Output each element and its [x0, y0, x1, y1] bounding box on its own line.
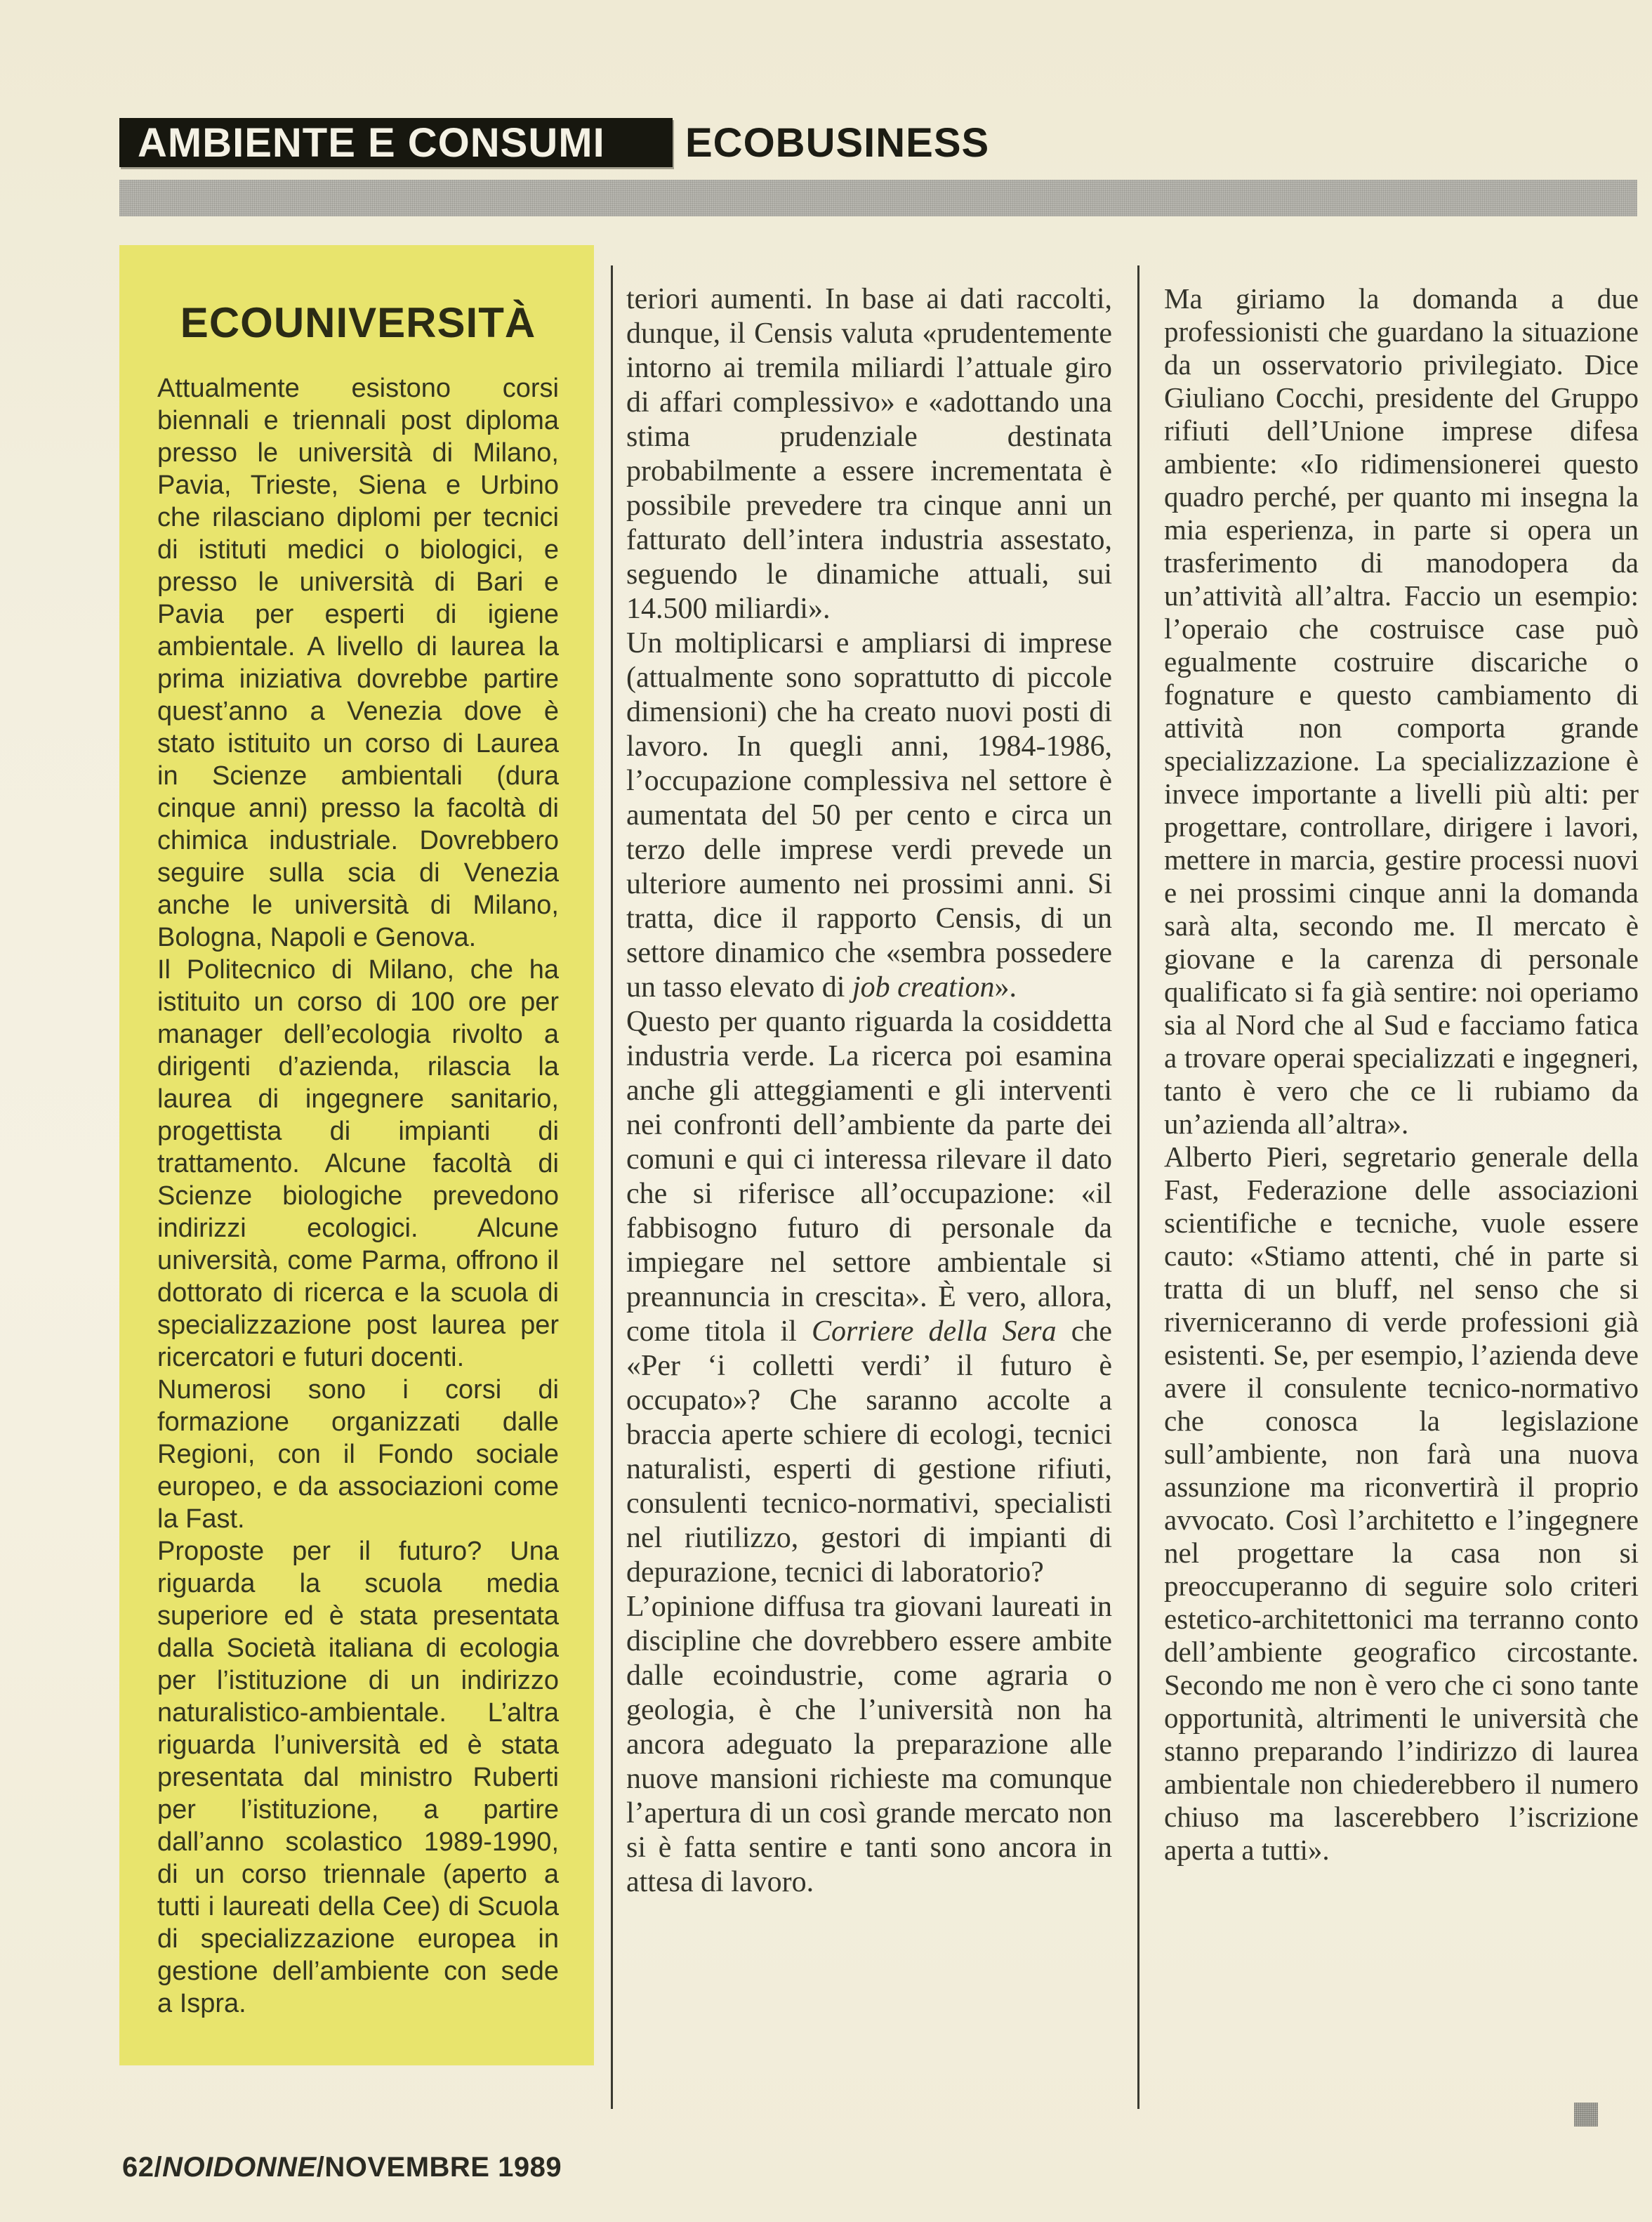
- page-number: 62: [122, 2152, 154, 2183]
- column-divider-right: [1137, 265, 1139, 2109]
- sidebar-box: [119, 245, 594, 2065]
- section-title: [685, 118, 989, 167]
- paragraph: [1164, 1140, 1639, 1867]
- column-divider-left: [611, 265, 613, 2109]
- paragraph: [157, 954, 559, 1374]
- section-kicker-label: AMBIENTE E CONSUMI: [138, 119, 605, 166]
- paragraph: [157, 1374, 559, 1535]
- text-run: che «Per ‘i colletti verdi’ il futuro è occupato»? Che saranno accolte a braccia aperte schiere di ecologi, tecnici naturalisti, esperti di gestione rifiuti, consulenti tecnico-normativi, specialisti nel riutilizzo, gestori di impianti di depurazione, tecnici di laboratorio?: [626, 1315, 1112, 1589]
- text-run: L’opinione diffusa tra giovani laureati in discipline che dovrebbero essere ambite dalle ecoindustrie, come agraria o geologia, è che l’università non ha ancora adeguato la preparazione alle nuove mansioni richieste ma comunque l’apertura di un così grande mercato non si è fatta sentire e tanti sono ancora in attesa di lavoro.: [626, 1591, 1112, 1898]
- paragraph: [157, 372, 559, 954]
- text-run: Proposte per il futuro? Una riguarda la scuola media superiore ed è stata presentata dalla Società italiana di ecologia per l’istituzione di un indirizzo naturalistico-ambientale. L’altra riguarda l’università ed è stata presentata dal ministro Ruberti per l’istituzione, a partire dall’anno scolastico 1989-1990, di un corso triennale (aperto a tutti i laureati della Cee) di Scuola di specializzazione europea in gestione dell’ambiente con sede a Ispra.: [157, 1537, 559, 2018]
- text-run: Ma giriamo la domanda a due professionisti che guardano la situazione da un osservatorio privilegiato. Dice Giuliano Cocchi, presidente del Gruppo rifiuti dell’Unione imprese difesa ambiente: «Io ridimensionerei questo quadro perché, per quanto mi insegna la mia esperienza, in parte si opera un trasferimento di manodopera da un’attività all’altra. Faccio un esempio: l’operaio che costruisce case può egualmente costruire discariche o fognature e questo cambiamento di attività non comporta grande specializzazione. La specializzazione è invece importante a livelli più alti: per progettare, controllare, dirigere i lavori, mettere in marcia, gestire processi nuovi e nei prossimi cinque anni la domanda sarà alta, secondo me. Il mercato è giovane e la carenza di personale qualificato si fa già sentire: noi operiamo sia al Nord che al Sud e facciamo fatica a trovare operai specializzati e ingegneri, tanto è vero che ce li rubiamo da un’azienda all’altra».: [1164, 282, 1639, 1140]
- text-run: Alberto Pieri, segretario generale della Fast, Federazione delle associazioni scientifiche e tecniche, vuole essere cauto: «Stiamo attenti, ché in parte si tratta di un bluff, nel senso che si riverniceranno di verde professioni già esistenti. Se, per esempio, l’azienda deve avere il consulente tecnico-normativo che conosca la legislazione sull’ambiente, non farà una nuova assunzione ma riconvertirà il proprio avvocato. Così l’architetto e l’ingegnere nel progettare la casa non si preoccuperanno di seguire solo criteri estetico-architettonici ma terranno conto dell’ambiente geografico circostante. Secondo me non è vero che ci sono tante opportunità, altrimenti le università che stanno preparando l’indirizzo di laurea ambientale non chiederebbero il numero chiuso ma lascerebbero l’iscrizione aperta a tutti».: [1164, 1140, 1639, 1866]
- sidebar-body: [157, 372, 559, 2020]
- end-of-article-marker: [1574, 2103, 1598, 2126]
- article-column-right: [1164, 282, 1639, 2150]
- text-run: ».: [994, 971, 1017, 1004]
- footer-separator: /: [154, 2152, 163, 2183]
- italic-text-run: Corriere della Sera: [811, 1315, 1057, 1348]
- paragraph: [626, 1590, 1112, 1900]
- magazine-name: NOIDONNE: [162, 2152, 317, 2183]
- text-run: Un moltiplicarsi e ampliarsi di imprese (attualmente sono soprattutto di piccole dimensioni) che ha creato nuovi posti di lavoro. In quegli anni, 1984-1986, l’occupazione complessiva nel settore è aumentata del 50 per cento e circa un terzo delle imprese verdi prevede un ulteriore aumento nei prossimi anni. Si tratta, dice il rapporto Censis, di un settore dinamico che «sembra possedere un tasso elevato di: [626, 627, 1112, 1004]
- paragraph: [626, 282, 1112, 626]
- section-kicker-box: [119, 118, 673, 167]
- paragraph: [626, 1005, 1112, 1590]
- paragraph: [1164, 282, 1639, 1140]
- text-run: Attualmente esistono corsi biennali e triennali post diploma presso le università di Milano, Pavia, Trieste, Siena e Urbino che rilasciano diplomi per tecnici di istituti medici o biologici, e presso le università di Bari e Pavia per esperti di igiene ambientale. A livello di laurea la prima iniziativa dovrebbe partire quest’anno a Venezia dove è stato istituito un corso di Laurea in Scienze ambientali (dura cinque anni) presso la facoltà di chimica industriale. Dovrebbero seguire sulla scia di Venezia anche le università di Milano, Bologna, Napoli e Genova.: [157, 374, 559, 952]
- text-run: Numerosi sono i corsi di formazione organizzati dalle Regioni, con il Fondo sociale europeo, e da associazioni come la Fast.: [157, 1375, 559, 1534]
- issue-date: NOVEMBRE 1989: [324, 2152, 562, 2183]
- article-column-middle: [626, 282, 1112, 2122]
- decorative-halftone-band: [119, 180, 1637, 216]
- section-title-label: ECOBUSINESS: [685, 119, 990, 166]
- text-run: teriori aumenti. In base ai dati raccolti, dunque, il Censis valuta «prudentemente intorno ai tremila miliardi l’attuale giro di affari complessivo» e «adottando una stima prudenziale destinata probabilmente a essere incrementata è possibile prevedere tra cinque anni un fatturato dell’intera industria assestato, seguendo le dinamiche attuali, sui 14.500 miliardi».: [626, 283, 1112, 625]
- sidebar-title: ECOUNIVERSITÀ: [180, 299, 536, 346]
- paragraph: [626, 626, 1112, 1005]
- text-run: Il Politecnico di Milano, che ha istituito un corso di 100 ore per manager dell’ecologia rivolto a dirigenti d’azienda, rilascia la laurea di ingegnere sanitario, progettista di impianti di trattamento. Alcune facoltà di Scienze biologiche prevedono indirizzi ecologici. Alcune università, come Parma, offrono il dottorato di ricerca e la scuola di specializzazione post laurea per ricercatori e futuri docenti.: [157, 955, 559, 1372]
- text-run: Questo per quanto riguarda la cosiddetta industria verde. La ricerca poi esamina anche gli atteggiamenti e gli interventi nei confronti dell’ambiente da parte dei comuni e qui ci interessa rilevare il dato che si riferisce all’occupazione: «il fabbisogno futuro di personale da impiegare nel settore ambientale si preannuncia in crescita». È vero, allora, come titola il: [626, 1006, 1112, 1348]
- paragraph: [157, 1535, 559, 2020]
- footer-separator: /: [316, 2152, 325, 2183]
- page-footer: [122, 2152, 562, 2183]
- italic-text-run: job creation: [852, 971, 995, 1004]
